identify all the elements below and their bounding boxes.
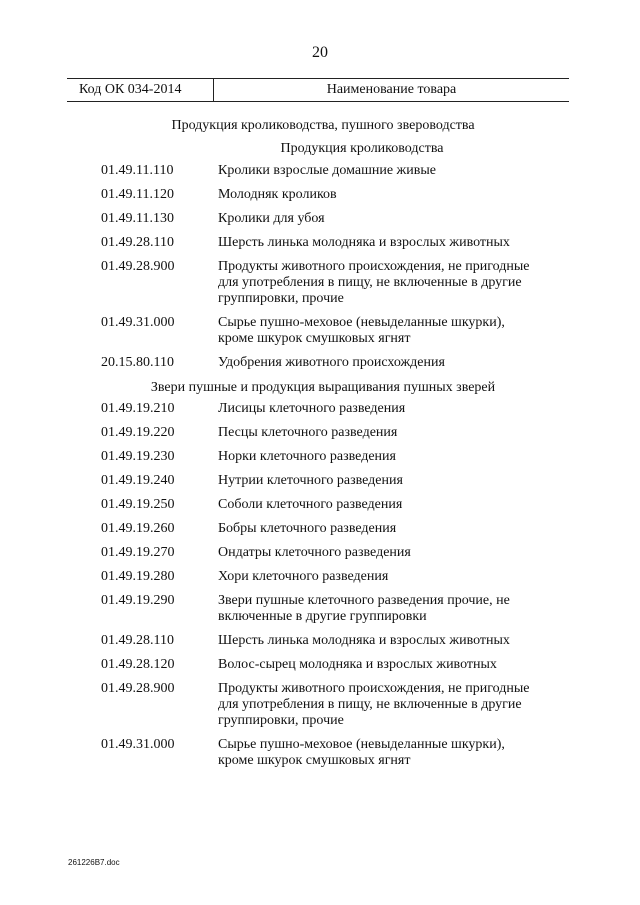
row-name: Норки клеточного разведения xyxy=(218,449,396,464)
table-row xyxy=(0,315,640,347)
row-code: 01.49.19.280 xyxy=(101,569,175,584)
row-name: Звери пушные клеточного разведения прочие, не включенные в другие группировки xyxy=(218,593,510,624)
table-row xyxy=(0,425,640,441)
row-code: 01.49.28.110 xyxy=(101,633,174,648)
table-row xyxy=(0,235,640,251)
row-name: Лисицы клеточного разведения xyxy=(218,401,406,416)
table-row xyxy=(0,593,640,625)
row-name: Сырье пушно-меховое (невыделанные шкурки), кроме шкурок смушковых ягнят xyxy=(218,737,505,768)
row-code: 01.49.19.230 xyxy=(101,449,175,464)
row-code: 01.49.19.250 xyxy=(101,497,175,512)
table-row xyxy=(0,401,640,417)
table-row xyxy=(0,163,640,179)
row-code: 20.15.80.110 xyxy=(101,355,174,370)
table-row xyxy=(0,473,640,489)
table-row xyxy=(0,259,640,307)
page-number: 20 xyxy=(312,44,328,61)
row-code: 01.49.19.220 xyxy=(101,425,175,440)
table-row xyxy=(0,737,640,769)
row-code: 01.49.31.000 xyxy=(101,737,175,752)
table-row xyxy=(0,569,640,585)
table-row xyxy=(0,681,640,729)
row-name: Волос-сырец молодняка и взрослых животных xyxy=(218,657,497,672)
table-row xyxy=(0,187,640,203)
table-row xyxy=(0,545,640,561)
row-name: Кролики для убоя xyxy=(218,211,325,226)
row-code: 01.49.19.210 xyxy=(101,401,175,416)
row-code: 01.49.19.260 xyxy=(101,521,175,536)
table-row xyxy=(0,449,640,465)
row-code: 01.49.11.120 xyxy=(101,187,174,202)
table-row xyxy=(0,657,640,673)
row-code: 01.49.28.900 xyxy=(101,681,175,696)
row-name: Кролики взрослые домашние живые xyxy=(218,163,436,178)
row-code: 01.49.31.000 xyxy=(101,315,175,330)
row-code: 01.49.19.290 xyxy=(101,593,175,608)
row-code: 01.49.11.110 xyxy=(101,163,174,178)
row-name: Продукты животного происхождения, не пригодные для употребления в пищу, не включенные в другие группировки, прочие xyxy=(218,681,530,728)
row-code: 01.49.11.130 xyxy=(101,211,174,226)
table-header xyxy=(67,78,569,102)
row-code: 01.49.28.110 xyxy=(101,235,174,250)
table-row xyxy=(0,497,640,513)
column-header-code: Код ОК 034-2014 xyxy=(79,82,182,97)
row-code: 01.49.28.900 xyxy=(101,259,175,274)
row-name: Соболи клеточного разведения xyxy=(218,497,403,512)
row-name: Нутрии клеточного разведения xyxy=(218,473,403,488)
row-name: Шерсть линька молодняка и взрослых животных xyxy=(218,633,510,648)
document-file-reference: 261226В7.doc xyxy=(68,858,120,867)
row-name: Песцы клеточного разведения xyxy=(218,425,398,440)
column-header-name: Наименование товара xyxy=(326,82,457,97)
classification-list xyxy=(0,117,640,777)
section-heading: Продукция кролиководства, пушного звероводства xyxy=(171,118,475,133)
section-heading: Звери пушные и продукция выращивания пушных зверей xyxy=(150,380,496,395)
table-row xyxy=(0,355,640,371)
row-code: 01.49.19.240 xyxy=(101,473,175,488)
row-code: 01.49.28.120 xyxy=(101,657,175,672)
row-name: Бобры клеточного разведения xyxy=(218,521,397,536)
row-name: Ондатры клеточного разведения xyxy=(218,545,411,560)
subsection-heading: Продукция кролиководства xyxy=(280,141,444,156)
row-name: Шерсть линька молодняка и взрослых животных xyxy=(218,235,510,250)
table-row xyxy=(0,211,640,227)
row-name: Молодняк кроликов xyxy=(218,187,337,202)
row-name: Продукты животного происхождения, не пригодные для употребления в пищу, не включенные в другие группировки, прочие xyxy=(218,259,530,306)
table-row xyxy=(0,521,640,537)
table-row xyxy=(0,633,640,649)
row-name: Сырье пушно-меховое (невыделанные шкурки), кроме шкурок смушковых ягнят xyxy=(218,315,505,346)
row-name: Хори клеточного разведения xyxy=(218,569,389,584)
row-code: 01.49.19.270 xyxy=(101,545,175,560)
row-name: Удобрения животного происхождения xyxy=(218,355,445,370)
